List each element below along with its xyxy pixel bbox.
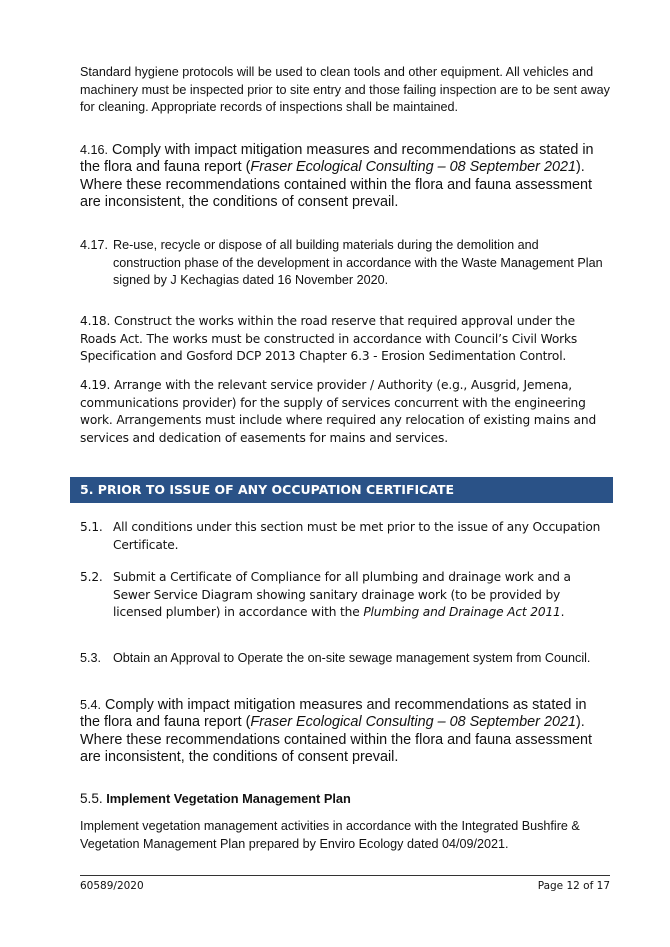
condition-5-2: [80, 569, 610, 622]
condition-number: 5.2.: [80, 570, 103, 584]
condition-text: All conditions under this section must be met prior to the issue of any Occupation Certificate.: [113, 520, 601, 552]
condition-4-17: [80, 237, 610, 290]
condition-number: 5.3.: [80, 651, 102, 665]
condition-text: Obtain an Approval to Operate the on-site sewage management system from Council.: [113, 651, 591, 665]
condition-4-18: 4.18. Construct the works within the road reserve that required approval under the Roads Act. The works must be constructed in accordance with Council’s Civil Works Specification and Gosford DCP 2013 Chapter 6.3 - Erosion Sedimentation Control.: [80, 314, 578, 363]
condition-text: [113, 569, 610, 622]
condition-text: Comply with impact mitigation measures and recommendations as stated in the flora and fauna report (: [80, 142, 594, 176]
section-5-heading: 5. PRIOR TO ISSUE OF ANY OCCUPATION CERTIFICATE: [70, 477, 613, 503]
condition-text-start: Submit a Certificate of Compliance for all plumbing and drainage work and a Sewer Service Diagram showing sanitary drainage work (to be provided by licensed plumber) in accordance with the: [113, 570, 571, 619]
report-citation: Fraser Ecological Consulting – 08 September 2021: [250, 714, 576, 731]
condition-5-4: [80, 697, 610, 767]
condition-5-5-heading: [80, 790, 610, 807]
condition-4-19: 4.19. Arrange with the relevant service provider / Authority (e.g., Ausgrid, Jemena, communications provider) for the supply of services concurrent with the engineering work. Arrangements must include where required any relocation of existing mains and services and dedication of easements for mains and services.: [80, 378, 597, 445]
condition-number: 4.17.: [80, 238, 109, 252]
act-citation: Plumbing and Drainage Act 2011: [363, 605, 561, 619]
condition-text-end: ). Where these recommendations contained within the flora and fauna assessment are inconsistent, the conditions of consent prevail.: [80, 714, 592, 766]
intro-paragraph: Standard hygiene protocols will be used to clean tools and other equipment. All vehicles and machinery must be inspected prior to site entry and those failing inspection are to be sent away for cleaning. Appropriate records of inspections shall be maintained.: [80, 65, 610, 114]
condition-number: 5.1.: [80, 520, 103, 534]
page-footer: [80, 880, 610, 892]
condition-5-5-text: Implement vegetation management activities in accordance with the Integrated Bushfire & Vegetation Management Plan prepared by Enviro Ecology dated 04/09/2021.: [80, 819, 580, 851]
condition-number: 5.5.: [80, 791, 103, 806]
condition-4-16: [80, 142, 610, 212]
condition-number: 5.4.: [80, 698, 102, 712]
condition-text-end: .: [560, 605, 565, 619]
footer-page-number: Page 12 of 17: [537, 880, 610, 892]
footer-reference: 60589/2020: [80, 880, 144, 892]
condition-text: Comply with impact mitigation measures and recommendations as stated in the flora and fauna report (: [80, 697, 587, 731]
condition-5-1: [80, 519, 610, 554]
condition-text: Re-use, recycle or dispose of all building materials during the demolition and construction phase of the development in accordance with the Waste Management Plan signed by J Kechagias dated 16 November 2020.: [113, 238, 603, 287]
condition-5-3: [80, 650, 610, 668]
condition-number: 4.16.: [80, 143, 109, 157]
report-citation: Fraser Ecological Consulting – 08 September 2021: [250, 159, 576, 176]
condition-title: Implement Vegetation Management Plan: [106, 791, 351, 806]
footer-rule: [80, 875, 610, 876]
condition-text-end: ). Where these recommendations contained within the flora and fauna assessment are inconsistent, the conditions of consent prevail.: [80, 159, 592, 211]
